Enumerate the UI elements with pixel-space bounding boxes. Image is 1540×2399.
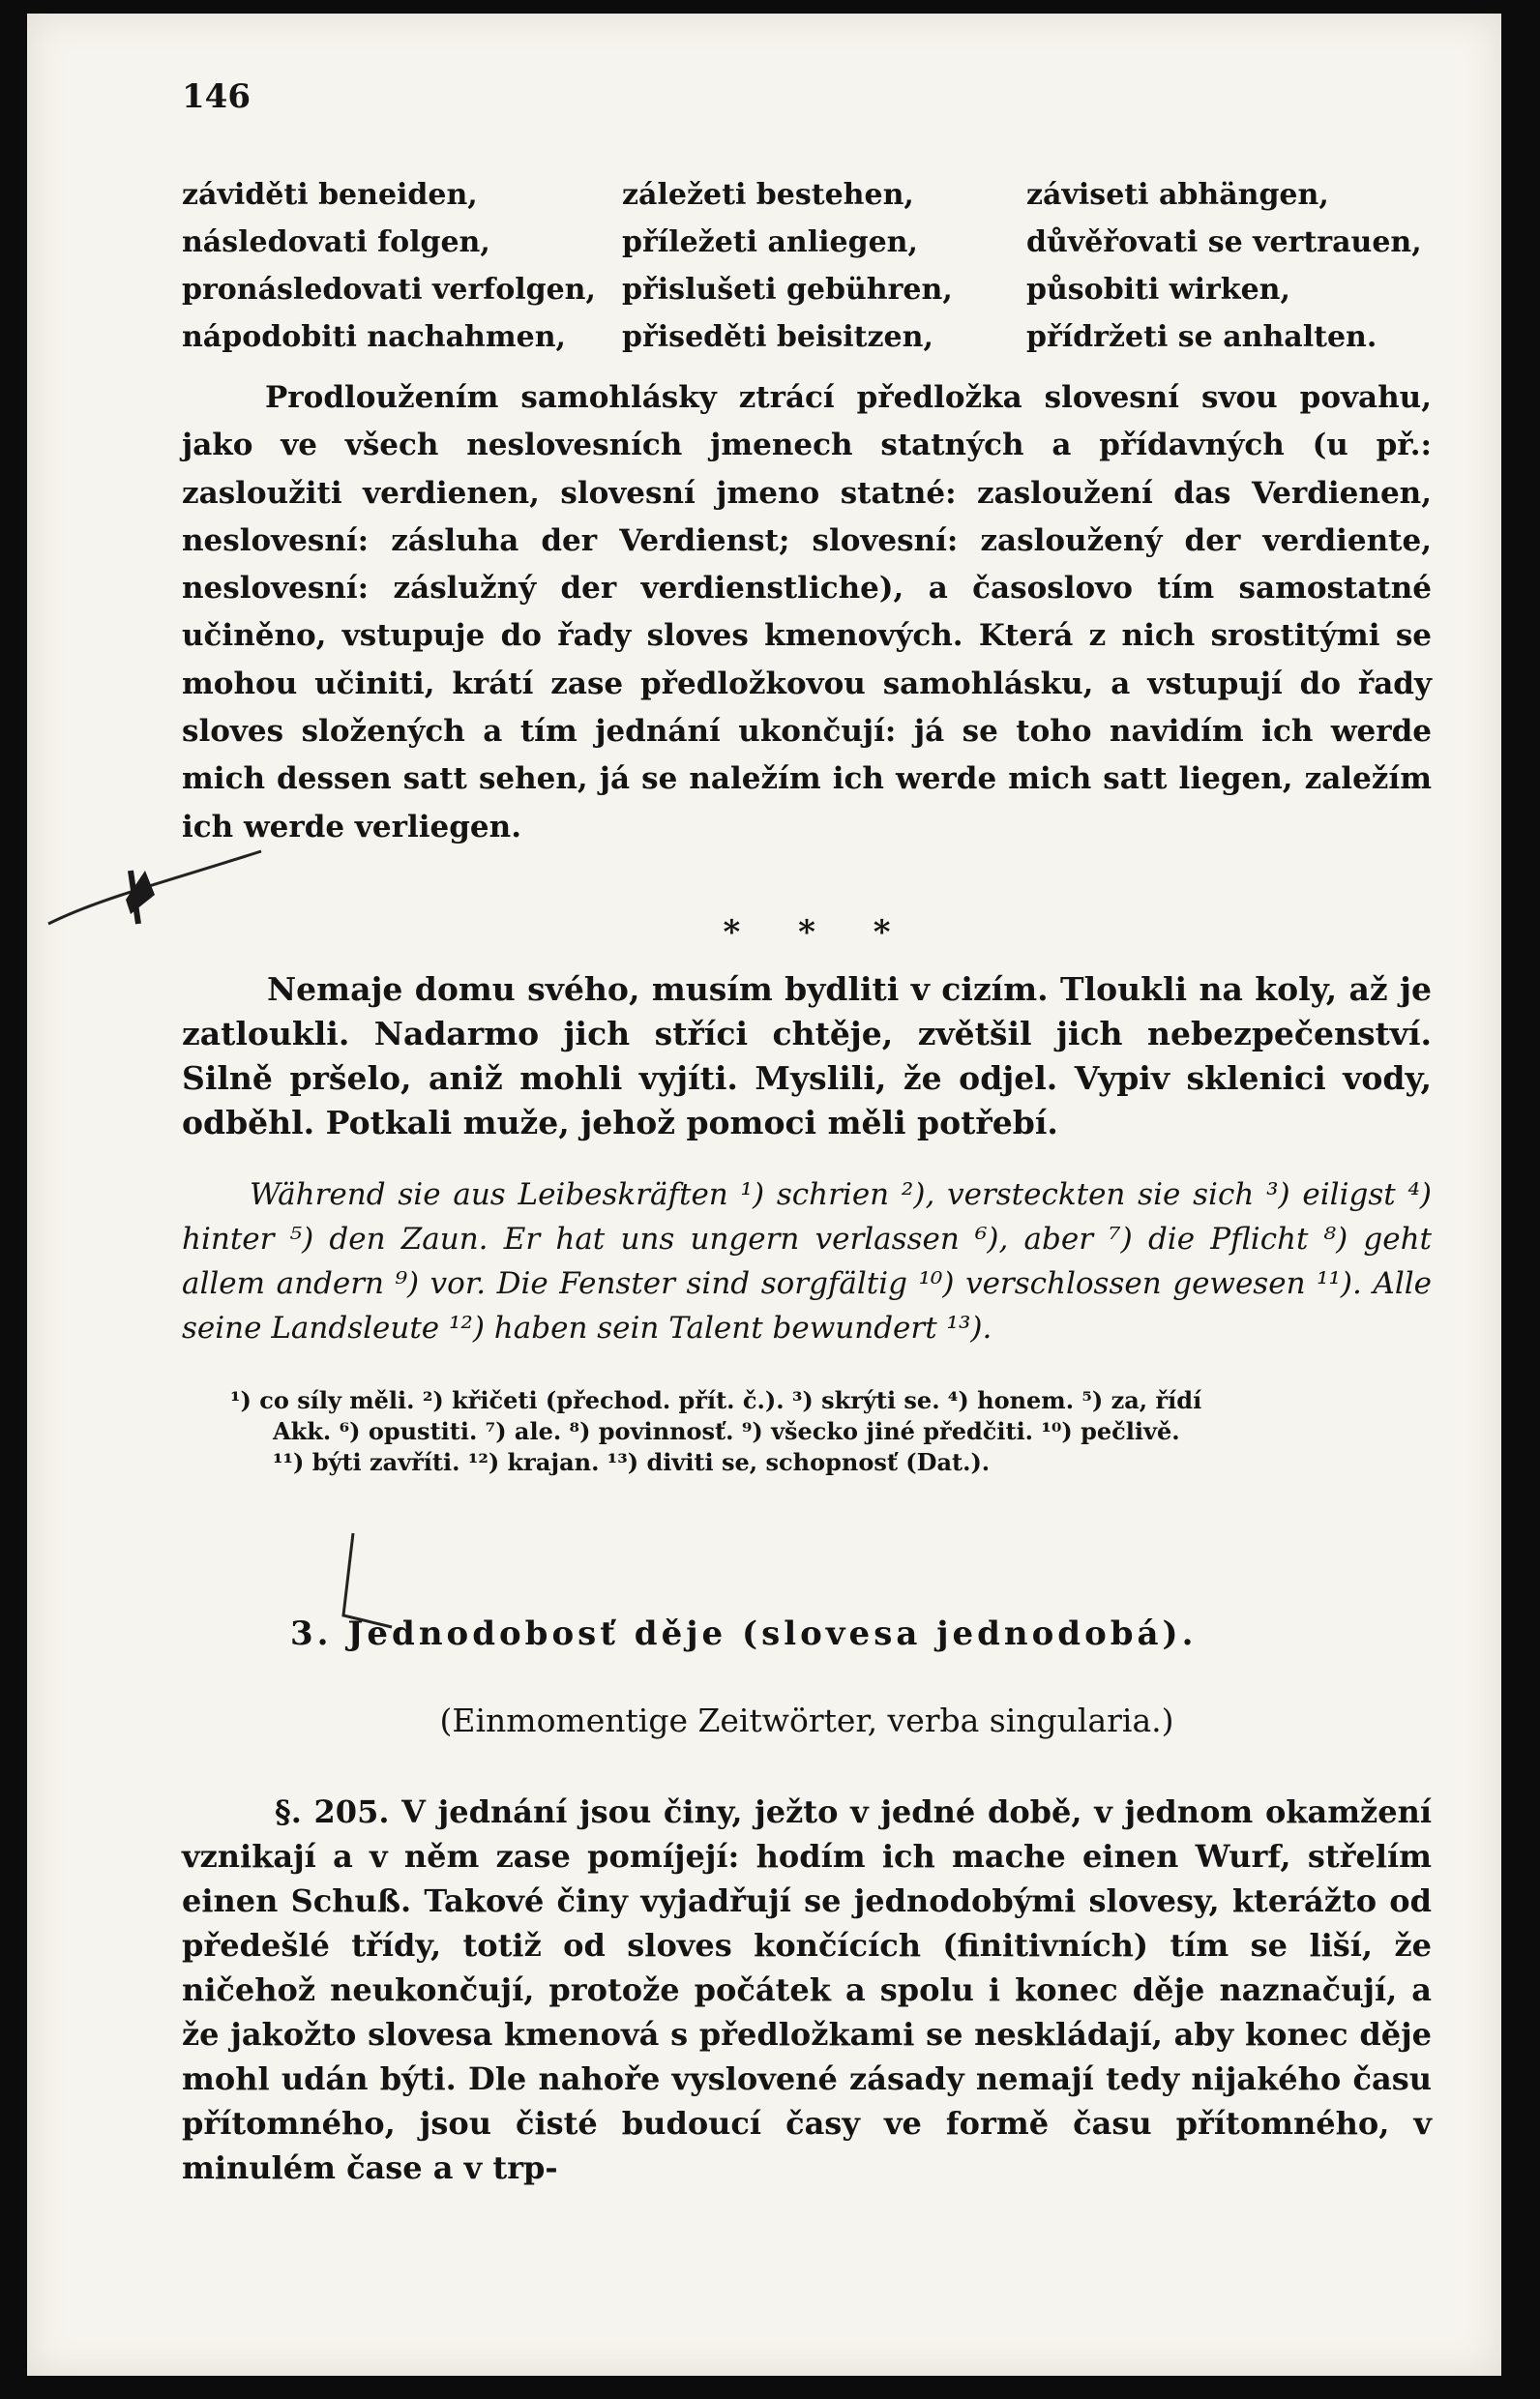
- footnotes: [182, 1385, 1432, 1478]
- separator-asterisk: *: [873, 913, 891, 952]
- footnote-line: ¹¹) býti zavříti. ¹²) krajan. ¹³) diviti se, schopnosť (Dat.).: [273, 1448, 991, 1476]
- vocab-entry: přídržeti se anhalten.: [1026, 320, 1377, 354]
- vocab-entry: přiseděti beisitzen,: [622, 320, 933, 354]
- vocabulary-list: [182, 171, 1432, 361]
- vocab-entry: pronásledovati verfolgen,: [182, 273, 596, 307]
- handwritten-arrow-mark: [39, 832, 271, 948]
- vocab-entry: záležeti bestehen,: [622, 178, 914, 212]
- vocab-entry: následovati folgen,: [182, 225, 490, 259]
- vocab-entry: nápodobiti nachahmen,: [182, 320, 566, 354]
- separator-asterisk: *: [798, 913, 815, 952]
- paragraph-vowel-lengthening: Prodloužením samohlásky ztrácí předložka slovesní svou povahu, jako ve všech neslovesních jmenech statných a přídavných (u př.: zasloužiti verdienen, slovesní jmeno statné: zasloužení das Verdienen, neslovesní: zásluha der Verdienst; slovesní: zasloužený der verdiente, neslovesní: záslužný der verdienstliche), a časoslovo tím samostatné učiněno, vstupuje do řady sloves kmenových. Která z nich srostitými se mohou učiniti, krátí zase předložkovou samohlásku, a vstupují do řady sloves složených a tím jednání ukončují: já se toho navidím ich werde mich dessen satt sehen, já se naležím ich werde mich satt liegen, zaležím ich werde verliegen.: [182, 380, 1432, 844]
- separator-asterisk: *: [723, 913, 741, 952]
- vocab-entry: důvěřovati se vertrauen,: [1026, 225, 1422, 259]
- vocab-entry: příležeti anliegen,: [622, 225, 918, 259]
- exercise-czech-sentences: Nemaje domu svého, musím bydliti v cizím. Tloukli na koly, až je zatloukli. Nadarmo jich stříci chtěje, zvětšil jich nebezpečenství. Silně pršelo, aniž mohli vyjíti. Myslili, že odjel. Vypiv sklenici vody, odběhl. Potkali muže, jehož pomoci měli potřebí.: [182, 970, 1432, 1141]
- paragraph-205: §. 205. V jednání jsou činy, ježto v jedné době, v jednom okamžení vznikají a v něm zase pomíjejí: hodím ich mache einen Wurf, střelím einen Schuß. Takové činy vyjadřují se jednodobými slovesy, kterážto od předešlé třídy, totiž od sloves končících (finitivních) tím se liší, že ničehož neukončují, protože počátek a spolu i konec děje naznačují, a že jakožto slovesa kmenová s předložkami se neskládají, aby konec děje mohl udán býti. Dle nahoře vyslovené zásady nemají tedy nijakého času přítomného, jsou čisté budoucí časy ve formě času přítomného, v minulém čase a v trp-: [182, 1793, 1432, 2186]
- section-heading: 3. Jednodobosť děje (slovesa jednodobá).: [290, 1614, 1198, 1653]
- page-number: 146: [182, 77, 251, 116]
- exercise-german-sentences: Während sie aus Leibeskräften ¹) schrien ²), versteckten sie sich ³) eiligst ⁴) hinter ⁵) den Zaun. Er hat uns ungern verlassen ⁶), aber ⁷) die Pflicht ⁸) geht allem andern ⁹) vor. Die Fenster sind sorgfältig ¹⁰) verschlossen gewesen ¹¹). Alle seine Landsleute ¹²) haben sein Talent bewundert ¹³).: [182, 1177, 1432, 1346]
- footnote-line: ¹) co síly měli. ²) křičeti (přechod. přít. č.). ³) skrýti se. ⁴) honem. ⁵) za, řídí: [230, 1386, 1202, 1414]
- vocab-entry: působiti wirken,: [1026, 273, 1290, 307]
- vocab-entry: záviseti abhängen,: [1026, 178, 1329, 212]
- vocab-entry: záviděti beneiden,: [182, 178, 478, 212]
- handwritten-bracket-mark: [334, 1528, 401, 1635]
- footnote-line: Akk. ⁶) opustiti. ⁷) ale. ⁸) povinnosť. ⁹) všecko jiné předčiti. ¹⁰) pečlivě.: [273, 1417, 1180, 1445]
- section-separator: [182, 909, 1432, 956]
- section-subheading: (Einmomentige Zeitwörter, verba singularia.): [439, 1702, 1174, 1739]
- vocab-entry: přislušeti gebühren,: [622, 273, 953, 307]
